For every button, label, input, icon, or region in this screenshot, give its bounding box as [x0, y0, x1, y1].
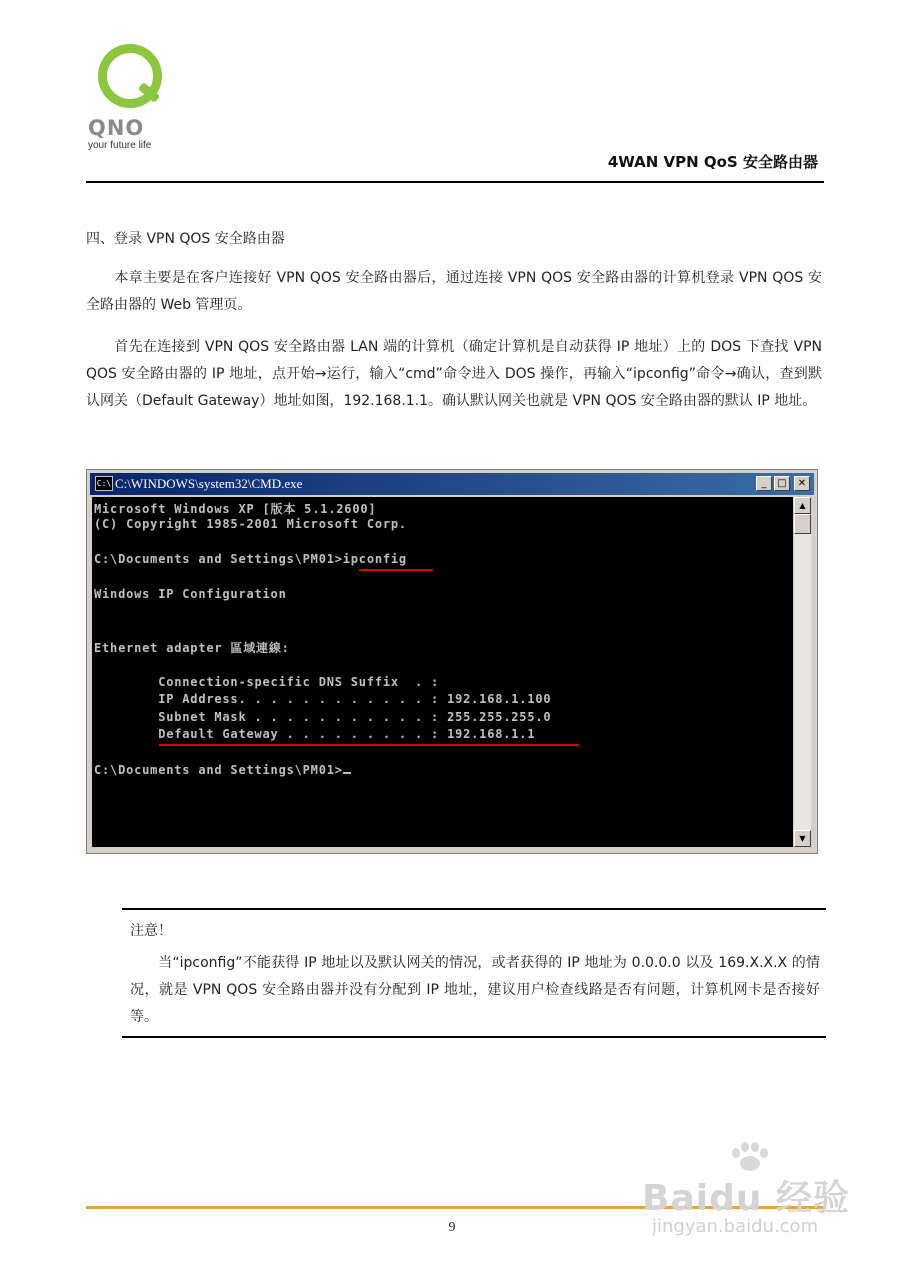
console-line: Subnet Mask . . . . . . . . . . . : 255.255.255.0	[94, 710, 552, 724]
cmd-title: C:\WINDOWS\system32\CMD.exe	[115, 476, 303, 491]
scroll-down-button[interactable]: ▼	[794, 830, 811, 847]
logo-tagline: your future life	[88, 140, 152, 151]
cursor	[343, 772, 351, 774]
cmd-scrollbar[interactable]	[794, 497, 811, 847]
instructions-paragraph	[86, 334, 822, 415]
scroll-up-button[interactable]: ▲	[794, 497, 811, 514]
logo-text: QNO	[88, 116, 145, 140]
console-line: Windows IP Configuration	[94, 587, 287, 601]
console-line: Ethernet adapter 區域連線:	[94, 641, 290, 655]
note-paragraph-text: 当“ipconfig”不能获得 IP 地址以及默认网关的情况，或者获得的 IP 地址为 0.0.0.0 以及 169.X.X.X 的情况，就是 VPN QOS 安全路由器并没有分配到 IP 地址，建议用户检查线路是否有问题，计算机网卡是否接好等。	[130, 955, 820, 1025]
intro-paragraph-text: 本章主要是在客户连接好 VPN QOS 安全路由器后，通过连接 VPN QOS 安全路由器的计算机登录 VPN QOS 安全路由器的 Web 管理页。	[86, 270, 822, 313]
cmd-icon: C:\	[95, 476, 113, 491]
paw-icon	[732, 1142, 768, 1172]
watermark-url: jingyan.baidu.com	[652, 1216, 819, 1237]
console-prompt-line	[94, 763, 351, 777]
note-title: 注意！	[130, 923, 172, 939]
qno-logo	[86, 44, 176, 152]
console-line: Microsoft Windows XP [版本 5.1.2600]	[94, 502, 377, 516]
page-number: 9	[448, 1220, 456, 1235]
note-bottom-rule	[122, 1036, 826, 1038]
console-line: (C) Copyright 1985-2001 Microsoft Corp.	[94, 517, 407, 531]
console-line: Connection-specific DNS Suffix . :	[94, 675, 440, 689]
note-paragraph	[130, 950, 820, 1031]
header-title: 4WAN VPN QoS 安全路由器	[607, 153, 818, 171]
note-top-rule	[122, 908, 826, 910]
maximize-button[interactable]: □	[774, 476, 790, 491]
intro-paragraph	[86, 265, 822, 319]
header-divider	[86, 181, 824, 183]
section-heading: 四、登录 VPN QOS 安全路由器	[86, 231, 285, 247]
cmd-window	[86, 469, 818, 854]
instructions-paragraph-text: 首先在连接到 VPN QOS 安全路由器 LAN 端的计算机（确定计算机是自动获得 IP 地址）上的 DOS 下查找 VPN QOS 安全路由器的 IP 地址，点开始→运行，输入“cmd”命令进入 DOS 操作，再输入“ipconfig”命令→确认，查到默认网关（Default Gateway）地址如图，192.168.1.1。确认默认网关也就是 VPN QOS 安全路由器的默认 IP 地址。	[86, 339, 822, 409]
console-line: C:\Documents and Settings\PM01>ipconfig	[94, 552, 407, 566]
console-line: IP Address. . . . . . . . . . . . : 192.168.1.100	[94, 692, 552, 706]
gateway-underline	[159, 744, 579, 746]
baidu-watermark	[640, 1140, 860, 1270]
console-line: Default Gateway . . . . . . . . . : 192.168.1.1	[94, 727, 536, 741]
close-button[interactable]: ✕	[794, 476, 810, 491]
cmd-titlebar	[90, 473, 814, 495]
scroll-thumb[interactable]	[794, 514, 811, 534]
minimize-button[interactable]: _	[756, 476, 772, 491]
ipconfig-underline	[359, 569, 433, 571]
watermark-brand: Baidu 经验	[642, 1178, 851, 1219]
console-prompt: C:\Documents and Settings\PM01>	[94, 763, 343, 777]
cmd-console	[92, 497, 793, 847]
